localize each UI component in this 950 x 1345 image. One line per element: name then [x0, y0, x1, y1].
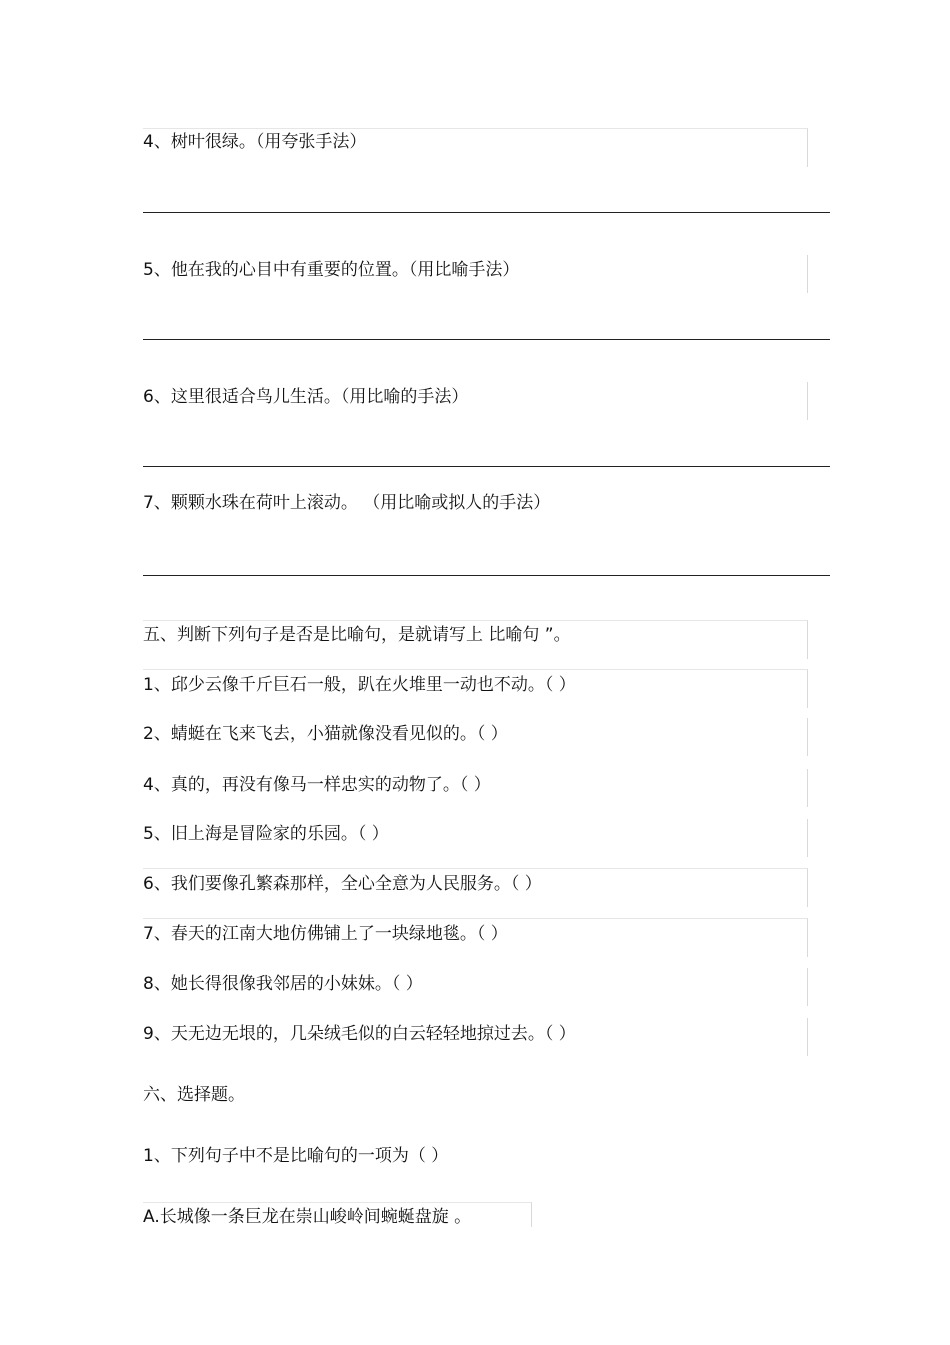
rewrite-question: 7、颗颗水珠在荷叶上滚动。 （用比喻或拟人的手法）	[143, 493, 551, 513]
rewrite-question: 5、他在我的心目中有重要的位置。（用比喻手法）	[143, 260, 520, 280]
judgement-item: 4、真的，再没有像马一样忠实的动物了。（ ）	[143, 775, 491, 795]
judgement-item: 9、天无边无垠的，几朵绒毛似的白云轻轻地掠过去。（ ）	[143, 1024, 576, 1044]
judgement-item: 6、我们要像孔繁森那样，全心全意为人民服务。（ ）	[143, 874, 542, 894]
judgement-item: 8、她长得很像我邻居的小妹妹。（ ）	[143, 974, 423, 994]
answer-line	[143, 575, 830, 576]
judgement-item: 2、蜻蜓在飞来飞去，小猫就像没看见似的。（ ）	[143, 724, 508, 744]
judgement-item: 1、邱少云像千斤巨石一般，趴在火堆里一动也不动。（ ）	[143, 675, 576, 695]
judgement-item: 5、旧上海是冒险家的乐园。（ ）	[143, 824, 389, 844]
section-heading: 六、选择题。	[143, 1085, 245, 1105]
judgement-item: 7、春天的江南大地仿佛铺上了一块绿地毯。（ ）	[143, 924, 508, 944]
answer-line	[143, 212, 830, 213]
rewrite-question: 4、树叶很绿。（用夸张手法）	[143, 132, 367, 152]
answer-line	[143, 339, 830, 340]
option-a: A.长城像一条巨龙在崇山峻岭间蜿蜒盘旋 。	[143, 1207, 472, 1227]
answer-line	[143, 466, 830, 467]
rewrite-question: 6、这里很适合鸟儿生活。（用比喻的手法）	[143, 387, 469, 407]
section-heading: 五、判断下列句子是否是比喻句，是就请写上 比喻句 ”。	[143, 625, 571, 645]
choice-question: 1、下列句子中不是比喻句的一项为（ ）	[143, 1146, 449, 1166]
